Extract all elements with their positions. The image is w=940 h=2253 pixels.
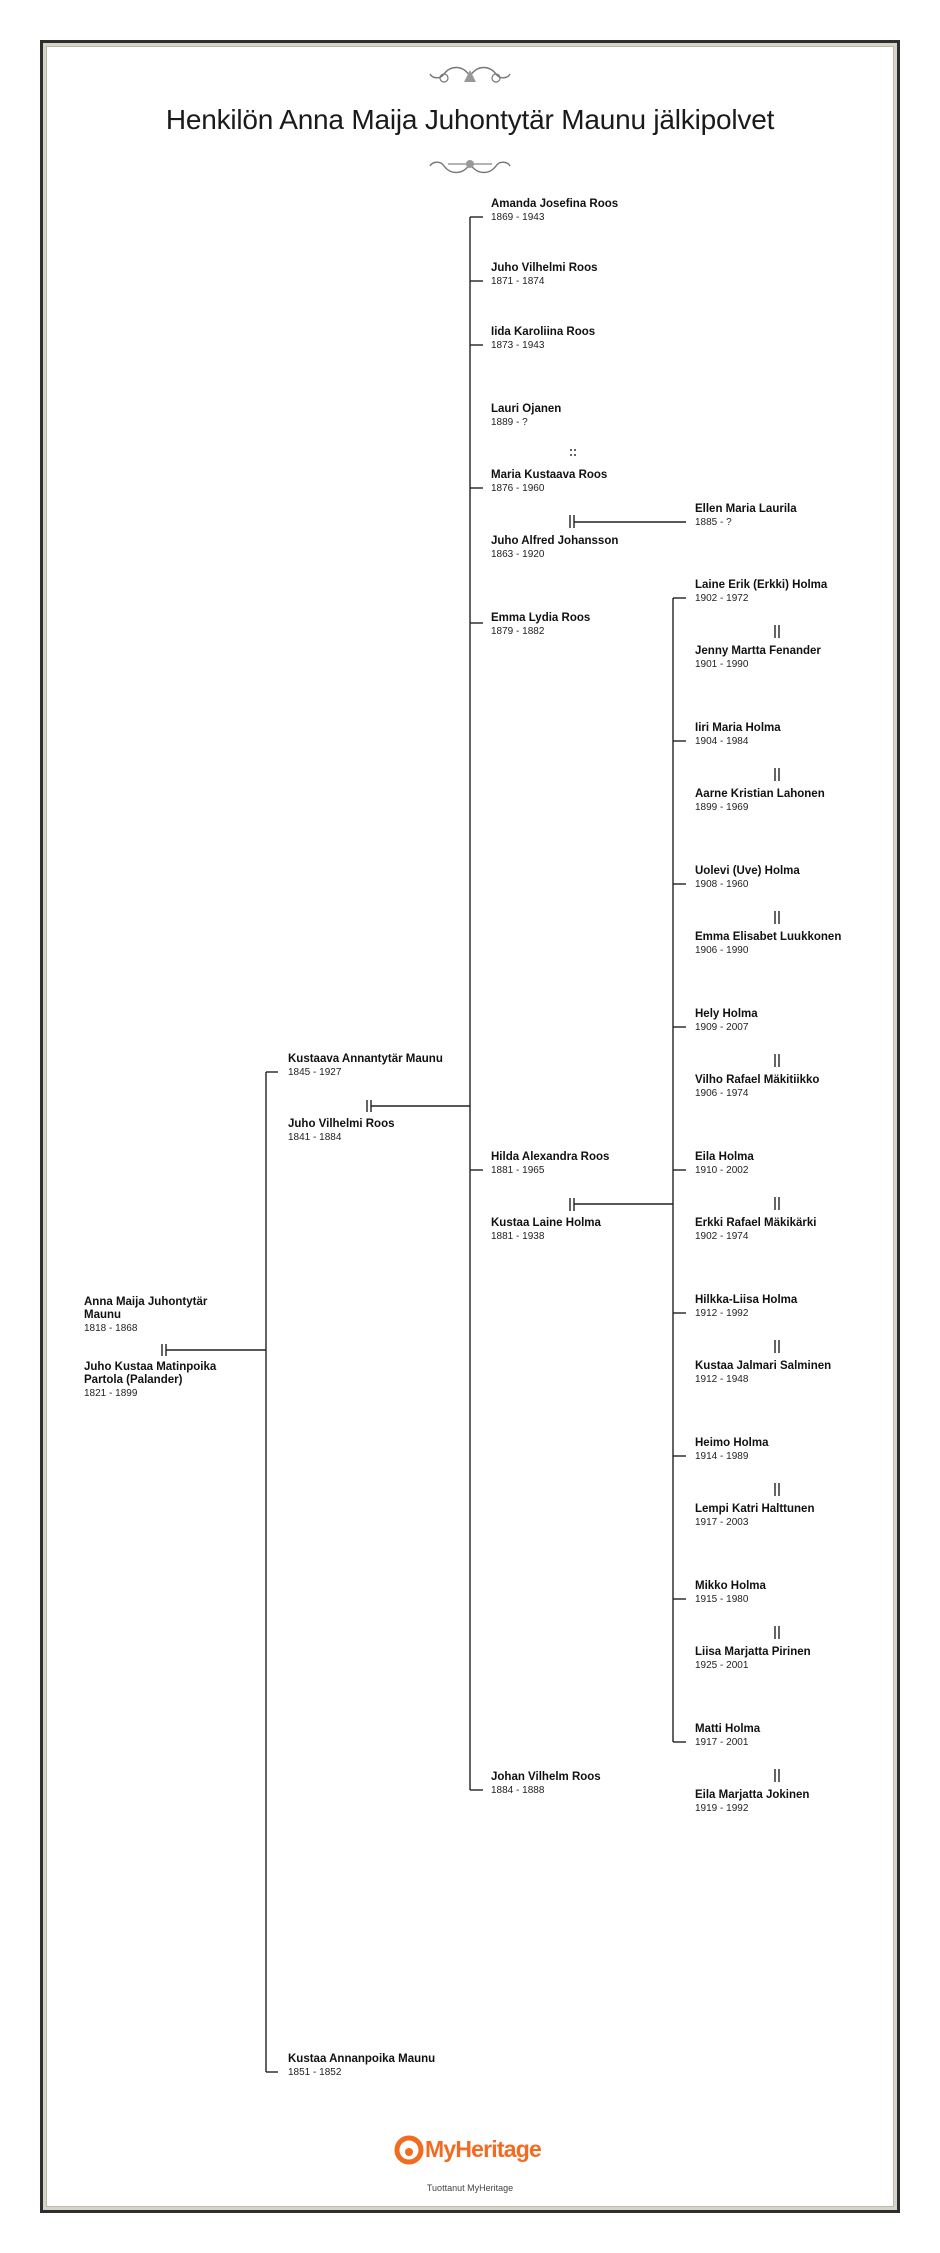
person-dates: 1910 - 2002 [695,1165,749,1176]
person-dates: 1871 - 1874 [491,276,545,287]
person-iida-karoliina-roos[interactable] [491,326,691,352]
person-eila-holma[interactable] [695,1151,895,1177]
person-dates: 1885 - ? [695,517,732,528]
person-maria-kustaava-roos[interactable] [491,469,691,495]
person-name: Hilkka-Liisa Holma [695,1294,798,1306]
person-dates: 1889 - ? [491,417,528,428]
person-name: Hilda Alexandra Roos [491,1151,610,1163]
person-name: Matti Holma [695,1723,761,1735]
person-name: Iiri Maria Holma [695,722,781,734]
person-anna-maija-juhontytar-maunu[interactable] [84,1296,234,1335]
myheritage-logo-icon[interactable] [393,2134,425,2166]
person-lauri-ojanen[interactable] [491,403,691,429]
person-dates: 1869 - 1943 [491,212,545,223]
person-dates: 1919 - 1992 [695,1803,749,1814]
person-name: Johan Vilhelm Roos [491,1771,601,1783]
person-dates: 1881 - 1965 [491,1165,545,1176]
person-name: Emma Lydia Roos [491,612,591,624]
person-dates: 1901 - 1990 [695,659,749,670]
person-hilda-alexandra-roos[interactable] [491,1151,691,1177]
person-dates: 1876 - 1960 [491,483,545,494]
person-name: Kustaa Jalmari Salminen [695,1360,832,1372]
person-name: Kustaava Annantytär Maunu [288,1053,443,1065]
footer-credit: Tuottanut MyHeritage [426,2183,514,2193]
person-name: Eila Marjatta Jokinen [695,1789,810,1801]
person-iiri-maria-holma[interactable] [695,722,895,748]
person-name: Kustaa Laine Holma [491,1217,601,1229]
person-dates: 1912 - 1992 [695,1308,749,1319]
person-dates: 1917 - 2003 [695,1517,749,1528]
person-eila-marjatta-jokinen[interactable] [695,1789,895,1815]
chart-title: Henkilön Anna Maija Juhontytär Maunu jälkipolvet [165,104,775,135]
person-kustaava-annantytar-maunu[interactable] [288,1053,488,1079]
person-johan-vilhelm-roos[interactable] [491,1771,691,1797]
person-jenny-martta-fenander[interactable] [695,645,895,671]
person-juho-alfred-johansson[interactable] [491,535,691,561]
person-dates: 1879 - 1882 [491,626,545,637]
person-name: Laine Erik (Erkki) Holma [695,579,828,591]
person-name: Aarne Kristian Lahonen [695,788,825,800]
person-name: Juho Vilhelmi Roos [491,262,598,274]
person-hilkka-liisa-holma[interactable] [695,1294,895,1320]
person-dates: 1902 - 1974 [695,1231,749,1242]
person-liisa-marjatta-pirinen[interactable] [695,1646,895,1672]
person-name: Eila Holma [695,1151,754,1163]
person-name: Liisa Marjatta Pirinen [695,1646,811,1658]
person-erkki-rafael-makikarki[interactable] [695,1217,895,1243]
person-name: Lauri Ojanen [491,403,562,415]
person-uolevi-holma[interactable] [695,865,895,891]
person-name: Lempi Katri Halttunen [695,1503,815,1515]
person-dates: 1925 - 2001 [695,1660,749,1671]
person-dates: 1881 - 1938 [491,1231,545,1242]
person-dates: 1915 - 1980 [695,1594,749,1605]
person-kustaa-jalmari-salminen[interactable] [695,1360,895,1386]
person-name: Heimo Holma [695,1437,769,1449]
person-lempi-katri-halttunen[interactable] [695,1503,895,1529]
person-name: Jenny Martta Fenander [695,645,821,657]
person-kustaa-annanpoika-maunu[interactable] [288,2053,488,2079]
person-name: Juho Alfred Johansson [491,535,619,547]
person-dates: 1906 - 1974 [695,1088,749,1099]
person-dates: 1851 - 1852 [288,2067,342,2078]
person-juho-kustaa-matinpoika-partola[interactable] [84,1361,234,1400]
person-name: Mikko Holma [695,1580,766,1592]
person-dates: 1902 - 1972 [695,593,749,604]
person-dates: 1906 - 1990 [695,945,749,956]
person-dates: 1899 - 1969 [695,802,749,813]
person-emma-elisabet-luukkonen[interactable] [695,931,895,957]
person-amanda-josefina-roos[interactable] [491,198,691,224]
person-dates: 1884 - 1888 [491,1785,545,1796]
person-matti-holma[interactable] [695,1723,895,1749]
person-heimo-holma[interactable] [695,1437,895,1463]
person-kustaa-laine-holma[interactable] [491,1217,691,1243]
person-dates: 1818 - 1868 [84,1323,138,1334]
person-dates: 1914 - 1989 [695,1451,749,1462]
person-mikko-holma[interactable] [695,1580,895,1606]
person-dates: 1863 - 1920 [491,549,545,560]
person-name: Vilho Rafael Mäkitiikko [695,1074,820,1086]
person-aarne-kristian-lahonen[interactable] [695,788,895,814]
person-name: Amanda Josefina Roos [491,198,619,210]
person-name: Hely Holma [695,1008,758,1020]
person-name: Maria Kustaava Roos [491,469,608,481]
person-dates: 1841 - 1884 [288,1132,342,1143]
person-name: Kustaa Annanpoika Maunu [288,2053,436,2065]
person-dates: 1909 - 2007 [695,1022,749,1033]
person-dates: 1912 - 1948 [695,1374,749,1385]
person-emma-lydia-roos[interactable] [491,612,691,638]
person-name: Juho Vilhelmi Roos [288,1118,395,1130]
person-juho-vilhelmi-roos-child[interactable] [491,262,691,288]
person-name: Emma Elisabet Luukkonen [695,931,842,943]
person-dates: 1904 - 1984 [695,736,749,747]
person-dates: 1873 - 1943 [491,340,545,351]
person-name: Iida Karoliina Roos [491,326,596,338]
person-name: Ellen Maria Laurila [695,503,797,515]
person-name: Erkki Rafael Mäkikärki [695,1217,817,1229]
person-vilho-rafael-makitiikko[interactable] [695,1074,895,1100]
person-dates: 1821 - 1899 [84,1388,138,1399]
person-dates: 1845 - 1927 [288,1067,342,1078]
myheritage-brand-text[interactable]: MyHeritage [425,2136,541,2162]
person-juho-vilhelmi-roos-spouse[interactable] [288,1118,488,1144]
person-hely-holma[interactable] [695,1008,895,1034]
person-name: Uolevi (Uve) Holma [695,865,800,877]
person-dates: 1908 - 1960 [695,879,749,890]
person-ellen-maria-laurila[interactable] [695,503,895,529]
person-name: Anna Maija Juhontytär Maunu [84,1296,208,1321]
person-dates: 1917 - 2001 [695,1737,749,1748]
person-laine-erik-holma[interactable] [695,579,895,605]
person-name: Juho Kustaa Matinpoika Partola (Palander) [84,1361,217,1386]
